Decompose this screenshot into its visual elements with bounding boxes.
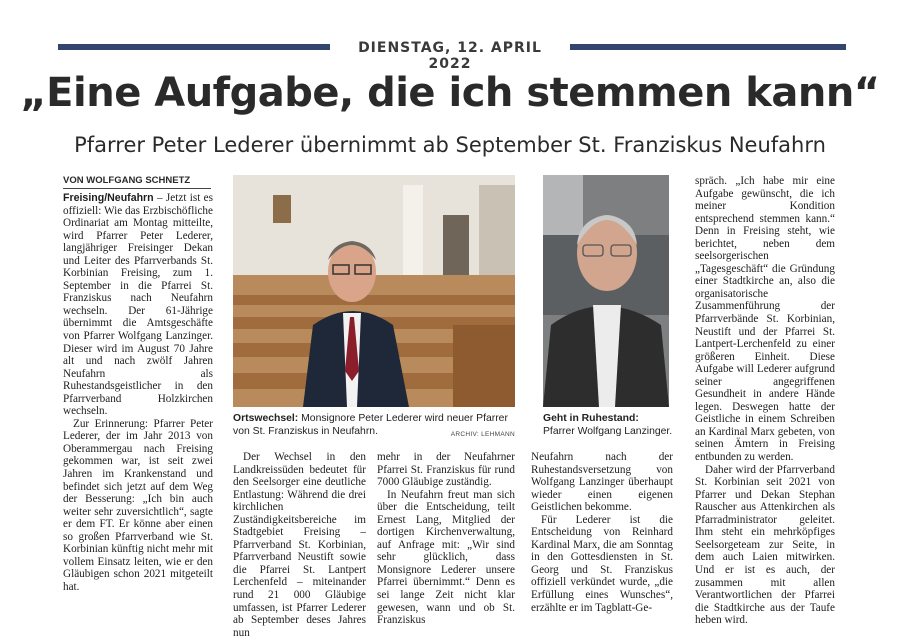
paragraph: – Jetzt ist es offiziell: Wie das Erzbischöfliche Ordinariat am Montag mitteilte, wird Pfarrer Peter Lederer, langjähriger Freisinger Dekan und Leiter des Pfarrverbands St. Korbinian Freising, zum 1. September in die Pfarrei St. Franziskus nach Neufahrn wechseln. Der 61-Jährige übernimmt die Amtsgeschäfte von Pfarrer Wolfgang Lanzinger. Dieser wird im August 70 Jahre alt und nach zwölf Jahren Neufahrn als Ruhestandsgeistlicher in den Pfarrverband Holzkirchen wechseln. — [63, 192, 213, 418]
article-column-1 — [63, 192, 213, 594]
article-column-2 — [233, 451, 366, 639]
header-rule-right — [570, 44, 846, 50]
header-rule-left — [58, 44, 330, 50]
photo-caption-main — [233, 412, 515, 441]
byline: VON WOLFGANG SCHNETZ — [63, 175, 211, 189]
caption-text: Pfarrer Wolfgang Lanzinger. — [543, 426, 673, 437]
article-column-3 — [377, 451, 515, 627]
paragraph: mehr in der Neufahrner Pfarrei St. Franziskus für rund 7000 Gläubige zuständig. — [377, 451, 515, 489]
paragraph: Neufahrn nach der Ruhestandsversetzung von Wolfgang Lanzinger überhaupt wieder einen eigenen Geistlichen bekomme. — [531, 451, 673, 514]
photo-wolfgang-lanzinger — [543, 175, 669, 407]
paragraph: Daher wird der Pfarrverband St. Korbinian seit 2021 von Pfarrer und Dekan Stephan Rauscher aus Attenkirchen als Pfarradministrator geleitet. Ihm steht ein mehrköpfiges Seelsorgeteam zur Seite, in dem auch Laien mitwirken. Und er ist es auch, der zusammen mit allen Verantwortlichen der Pfarrei die Stadtkirche aus der Taufe heben wird. — [695, 463, 835, 627]
paragraph: In Neufahrn freut man sich über die Entscheidung, teilt Ernest Lang, Mitglied der dortigen Kirchenverwaltung, auf Anfrage mit: „Wir sind sehr glücklich, dass Monsignore Lederer unsere Pfarrei übernimmt.“ Denn es sei lange Zeit nicht klar gewesen, wann und ob St. Franziskus — [377, 488, 515, 627]
caption-label: Geht in Ruhestand: — [543, 413, 639, 424]
headline: „Eine Aufgabe, die ich stemmen kann“ — [20, 70, 880, 116]
paragraph: Der Wechsel in den Landkreissüden bedeutet für den Seelsorger eine deutliche Entlastung: Während die drei kirchlichen Zuständigkeitsbereiche im Stadtgebiet Freising – Pfarrverband St. Korbinian, Pfarrverband Neustift sowie die Pfarrei St. Lantpert Lerchenfeld – miteinander rund 21 000 Gläubige umfassen, ist Pfarrer Lederer ab September deses Jahres nun — [233, 451, 366, 639]
photo-caption-second — [543, 412, 673, 438]
paragraph: Zur Erinnerung: Pfarrer Peter Lederer, der im Jahr 2013 von Oberammergau nach Freising gekommen war, ist seit zwei Jahren im Krankenstand und befindet sich jetzt auf dem Weg der Besserung: „Ich bin auch weiter sehr zuversichtlich“, sagte er dem FT. Er könne aber einen so großen Pfarrverband wie St. Korbinian künftig nicht mehr mit vollem Einsatz leiten, wie er den Gläubigen schon 2021 mitgeteilt hat. — [63, 417, 213, 593]
paragraph: spräch. „Ich habe mir eine Aufgabe gewünscht, die ich meiner Kondition entsprechend stemmen kann.“ Denn in Freising steht, wie berichtet, neben dem seelsorgerischen „Tagesgeschäft“ die Gründung einer Stadtkirche an, also die organisatorische Zusammenführung der Pfarrverbände St. Korbinian, Neustift und der Pfarrei St. Lantpert-Lerchenfeld zu einer größeren Einheit. Diese Aufgabe will Lederer aufgrund seiner angegriffenen Gesundheit in andere Hände legen. Deswegen hatte der Geistliche in einem Schreiben an Kardinal Marx gebeten, von seinen Ämtern in Freising entbunden zu werden. — [695, 175, 835, 464]
portrait-illustration — [543, 175, 669, 407]
subheadline: Pfarrer Peter Lederer übernimmt ab September St. Franziskus Neufahrn — [74, 133, 826, 157]
dateline: Freising/Neufahrn — [63, 192, 154, 204]
photo-credit: ARCHIV: LEHMANN — [450, 431, 515, 438]
church-interior-illustration — [233, 175, 515, 407]
article-column-4 — [531, 451, 673, 614]
caption-label: Ortswechsel: — [233, 413, 299, 424]
issue-date: DIENSTAG, 12. APRIL 2022 — [358, 40, 542, 72]
paragraph: Für Lederer ist die Entscheidung von Reinhard Kardinal Marx, die am Sonntag in den Gottesdiensten in St. Georg und St. Franziskus offiziell verkündet wurde, „die Erfüllung eines Wunsches“, erzählte er im Tagblatt-Ge- — [531, 513, 673, 614]
photo-peter-lederer — [233, 175, 515, 407]
article-column-5 — [695, 175, 835, 627]
caption-text: Monsignore Peter Lederer wird neuer Pfarrer von St. Franziskus in Neufahrn. — [233, 413, 508, 437]
